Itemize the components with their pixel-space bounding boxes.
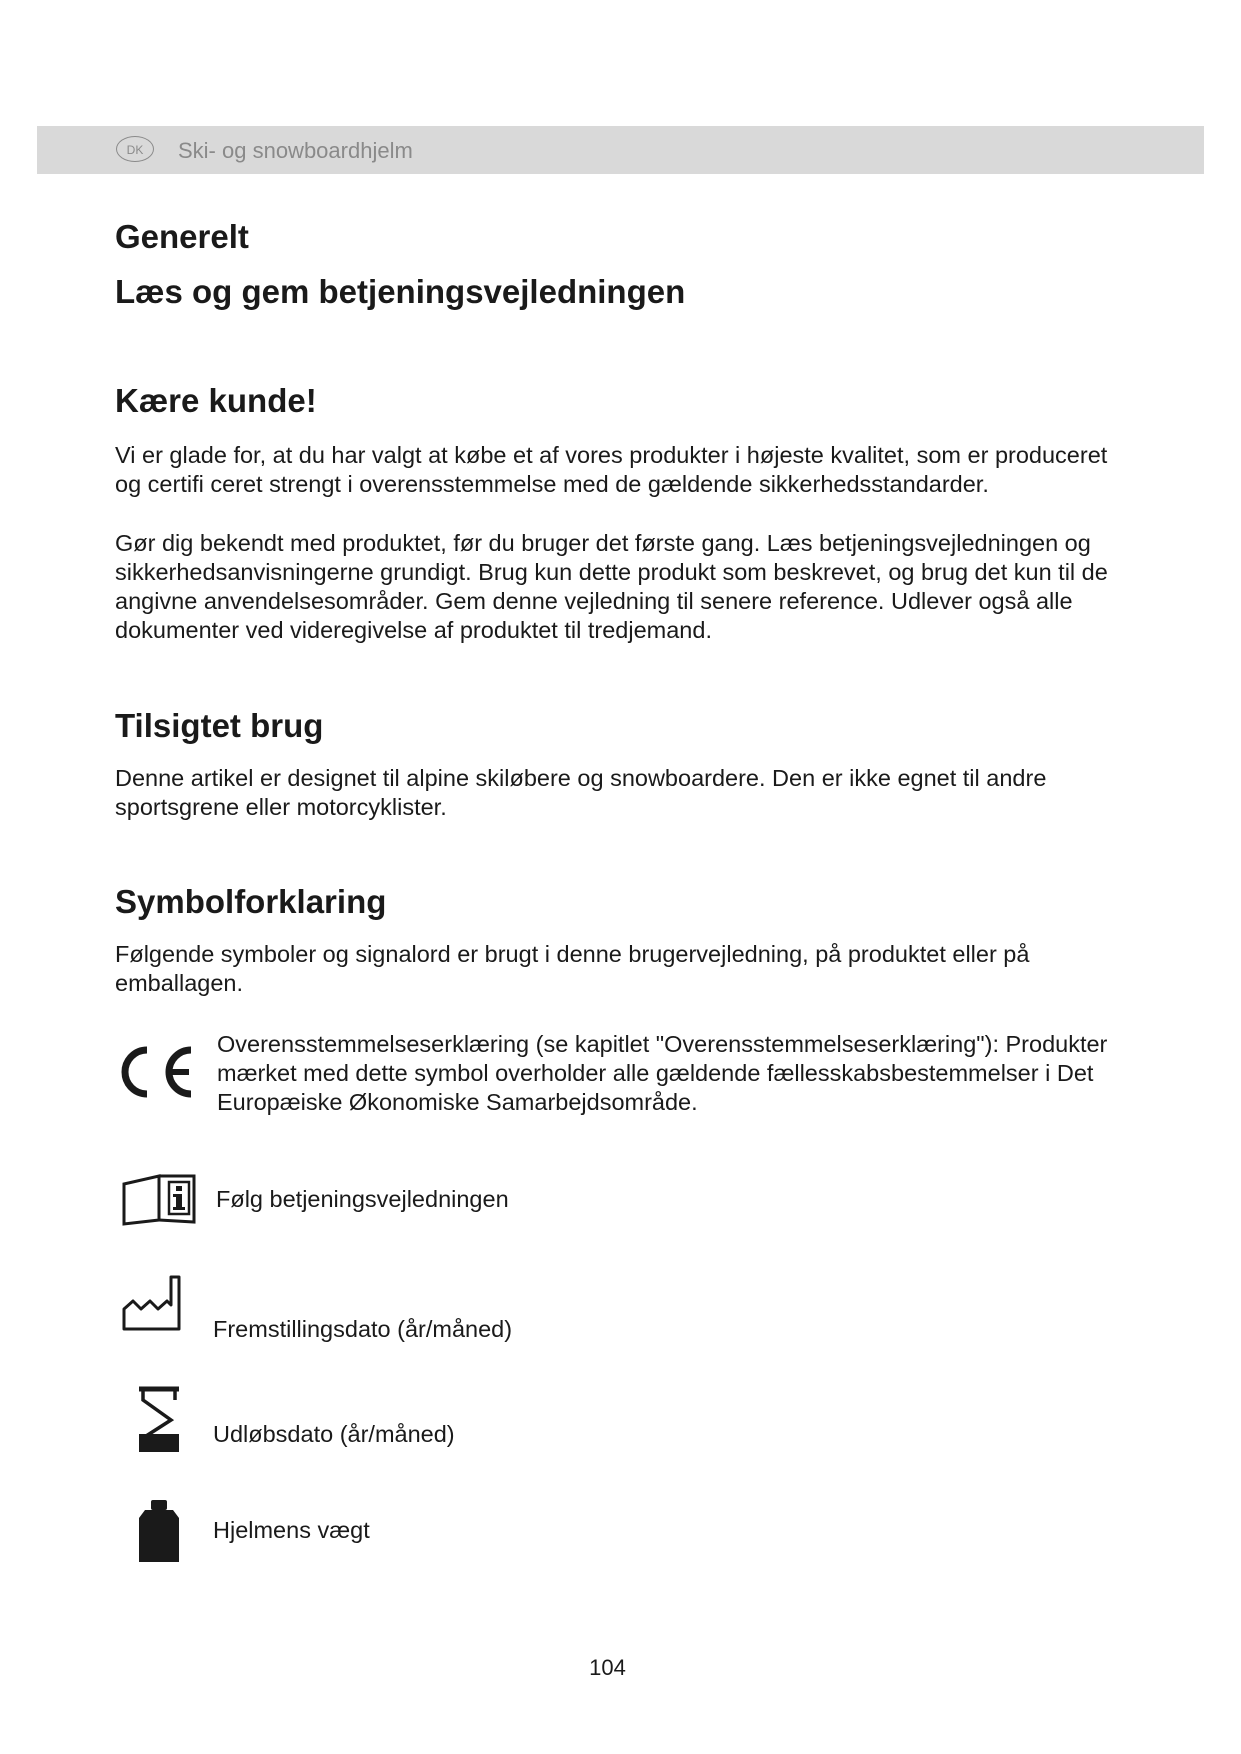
hourglass-icon xyxy=(137,1386,181,1454)
symbol-text-manufacture-date: Fremstillingsdato (år/måned) xyxy=(213,1316,513,1342)
symbol-text-manual: Følg betjeningsvejledningen xyxy=(216,1186,509,1212)
dear-customer-paragraph-2: Gør dig bekendt med produktet, før du bruger det første gang. Læs betjeningsvejledningen og sikkerhedsanvisningerne grundigt. Brug kun dette produkt som beskrevet, og brug det kun til de angivne anvendelsesområder. Gem denne vejledning til senere reference. Udlever også alle dokumenter ved videregivelse af produktet til tredjemand. xyxy=(115,530,1108,643)
symbol-text-weight: Hjelmens vægt xyxy=(213,1517,370,1543)
symbol-text-ce: Overensstemmelseserklæring (se kapitlet "Overensstemmelseserklæring"): Produkter mærket med dette symbol overholder alle gældende fællesskabsbestemmelser i Det Europæiske Økonomiske Samarbejdsområde. xyxy=(217,1031,1108,1115)
dear-customer-paragraph-1: Vi er glade for, at du har valgt at købe et af vores produkter i højeste kvalitet, som er produceret og certifi ceret strengt i overensstemmelse med de gældende sikkerhedsstandarder. xyxy=(115,442,1108,497)
factory-icon xyxy=(121,1275,183,1333)
header-title: Ski- og snowboardhjelm xyxy=(178,138,413,163)
section-title-symbols: Symbolforklaring xyxy=(115,883,387,920)
section-title-general: Generelt xyxy=(115,218,249,255)
weight-icon xyxy=(135,1498,183,1564)
header-bar xyxy=(37,126,1204,174)
symbol-text-expiry-date: Udløbsdato (år/måned) xyxy=(213,1421,455,1447)
language-badge: DK xyxy=(116,136,154,162)
section-subtitle-read-manual: Læs og gem betjeningsvejledningen xyxy=(115,273,686,310)
symbols-intro-paragraph: Følgende symboler og signalord er brugt i denne brugervejledning, på produktet eller på emballagen. xyxy=(115,941,1030,996)
intended-use-paragraph: Denne artikel er designet til alpine skiløbere og snowboardere. Den er ikke egnet til andre sportsgrene eller motorcyklister. xyxy=(115,765,1047,820)
page-number: 104 xyxy=(589,1655,626,1680)
section-title-dear-customer: Kære kunde! xyxy=(115,382,317,419)
section-title-intended-use: Tilsigtet brug xyxy=(115,707,324,744)
info-book-icon xyxy=(121,1172,197,1226)
ce-mark-icon xyxy=(115,1046,195,1098)
